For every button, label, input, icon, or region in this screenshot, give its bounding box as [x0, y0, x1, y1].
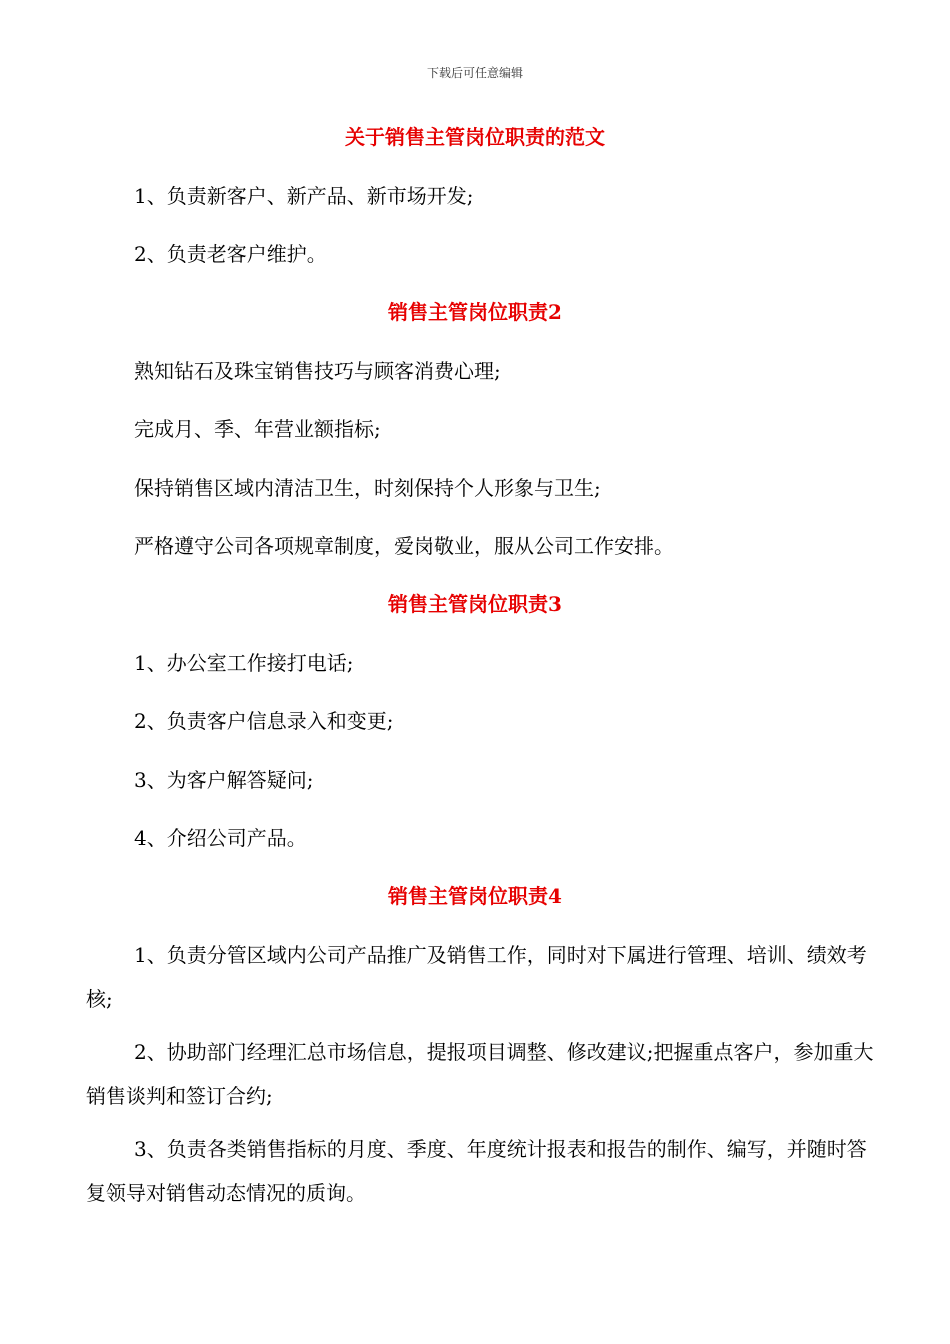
section2-item-3: 保持销售区域内清洁卫生，时刻保持个人形象与卫生;: [134, 476, 601, 500]
section4-paragraph-1: 1、负责分管区域内公司产品推广及销售工作，同时对下属进行管理、培训、绩效考核;: [86, 943, 867, 1011]
section2-item-1: 熟知钻石及珠宝销售技巧与顾客消费心理;: [134, 359, 501, 383]
section3-item-1: 1、办公室工作接打电话;: [134, 651, 354, 675]
section3-item-2: 2、负责客户信息录入和变更;: [134, 709, 394, 733]
section3-item-4: 4、介绍公司产品。: [134, 826, 307, 850]
section3-heading: 销售主管岗位职责3: [388, 592, 562, 616]
document-title: 关于销售主管岗位职责的范文: [345, 125, 605, 149]
section1-item-2: 2、负责老客户维护。: [134, 242, 327, 266]
section2-heading: 销售主管岗位职责2: [388, 300, 562, 324]
section4-heading: 销售主管岗位职责4: [388, 884, 562, 908]
header-note: 下载后可任意编辑: [426, 66, 523, 80]
section2-item-2: 完成月、季、年营业额指标;: [134, 417, 381, 441]
section2-item-4: 严格遵守公司各项规章制度，爱岗敬业，服从公司工作安排。: [134, 534, 674, 558]
section3-item-3: 3、为客户解答疑问;: [134, 768, 314, 792]
section4-paragraph-3: 3、负责各类销售指标的月度、季度、年度统计报表和报告的制作、编写，并随时答复领导对销售动态情况的质询。: [86, 1137, 867, 1205]
section1-item-1: 1、负责新客户、新产品、新市场开发;: [134, 184, 474, 208]
section4-paragraph-2: 2、协助部门经理汇总市场信息，提报项目调整、修改建议;把握重点客户，参加重大销售谈判和签订合约;: [86, 1040, 874, 1108]
